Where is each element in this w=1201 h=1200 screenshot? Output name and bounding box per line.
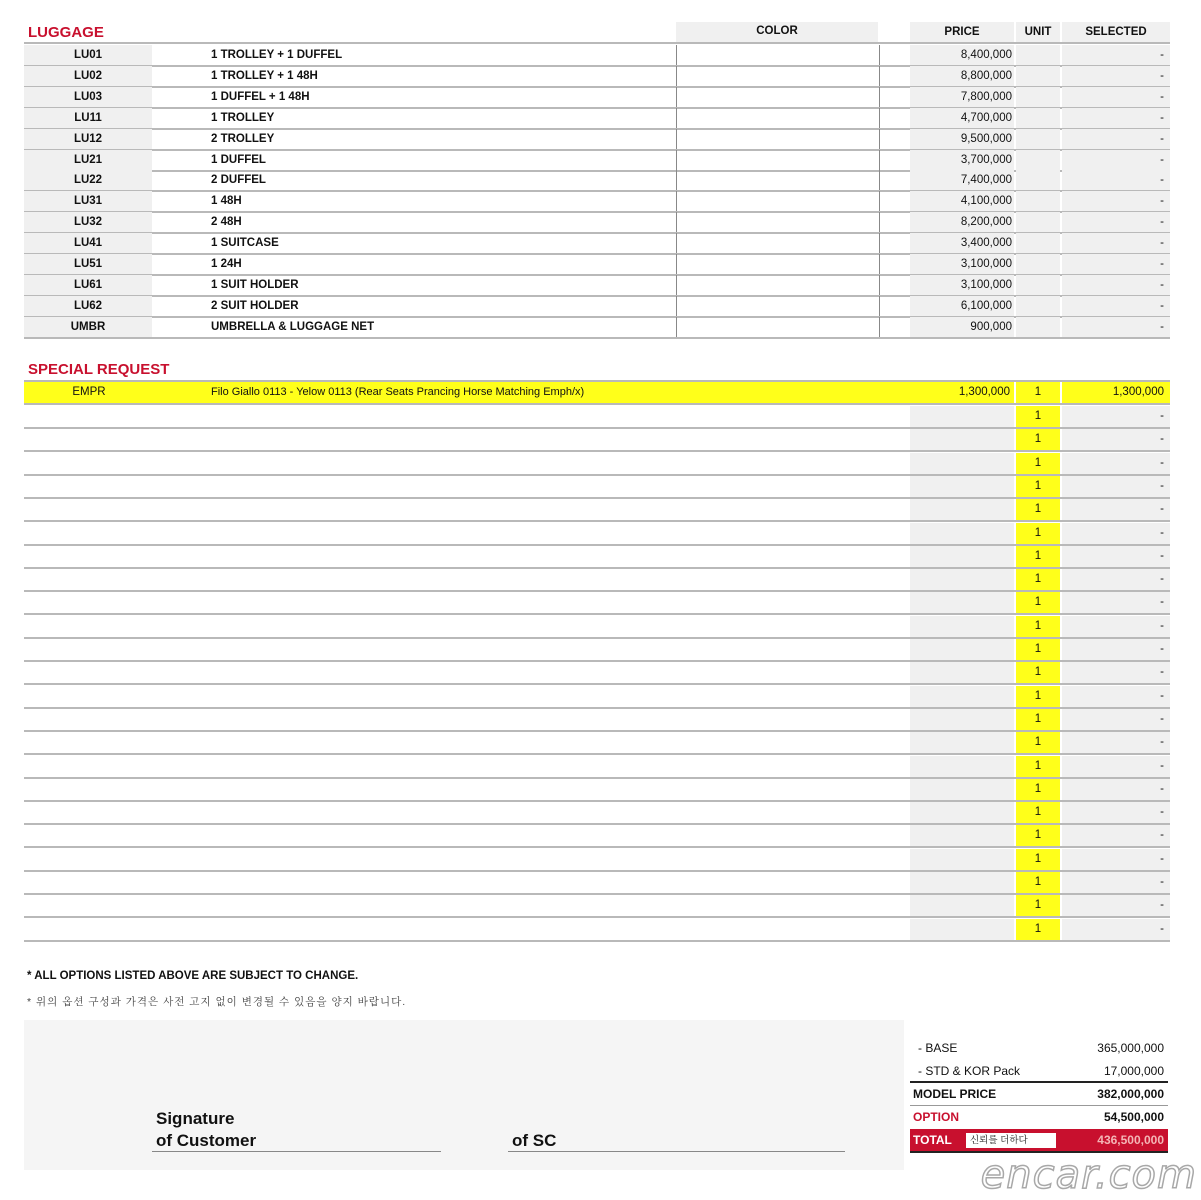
luggage-code: LU11	[24, 108, 152, 128]
summary-model-row	[910, 1083, 1166, 1105]
special-price-cell	[910, 686, 1014, 707]
special-unit: 1	[1016, 872, 1060, 893]
luggage-price: 3,400,000	[910, 233, 1014, 253]
special-price-cell	[910, 499, 1014, 520]
special-request-empty-row	[24, 686, 1170, 709]
luggage-unit-cell	[1016, 129, 1060, 149]
luggage-row	[24, 170, 1170, 192]
special-selected: -	[1062, 919, 1170, 940]
luggage-price: 7,800,000	[910, 87, 1014, 107]
special-code: EMPR	[72, 386, 106, 398]
luggage-selected: -	[1062, 150, 1170, 170]
special-desc: Filo Giallo 0113 - Yelow 0113 (Rear Seats Prancing Horse Matching Emph/x)	[211, 386, 585, 398]
luggage-color-cell	[676, 275, 880, 295]
special-unit: 1	[1016, 569, 1060, 590]
special-selected: -	[1062, 406, 1170, 427]
luggage-desc: 1 TROLLEY	[211, 111, 275, 124]
special-selected: -	[1062, 849, 1170, 870]
luggage-selected: -	[1062, 254, 1170, 274]
special-request-empty-row	[24, 616, 1170, 639]
special-selected: -	[1062, 546, 1170, 567]
luggage-code: LU22	[24, 170, 152, 190]
special-price-cell	[910, 476, 1014, 497]
special-unit: 1	[1016, 756, 1060, 777]
luggage-selected: -	[1062, 45, 1170, 65]
luggage-desc: 2 TROLLEY	[211, 132, 275, 145]
special-unit: 1	[1016, 895, 1060, 916]
luggage-row	[24, 150, 1170, 172]
summary-option-row	[910, 1106, 1166, 1128]
special-selected: -	[1062, 523, 1170, 544]
base-value: 365,000,000	[1097, 1041, 1164, 1055]
luggage-title: LUGGAGE	[28, 24, 104, 41]
luggage-code: LU12	[24, 129, 152, 149]
luggage-desc: 1 SUIT HOLDER	[211, 278, 299, 291]
luggage-desc: 1 DUFFEL + 1 48H	[211, 90, 310, 103]
luggage-selected: -	[1062, 212, 1170, 232]
special-unit: 1	[1016, 802, 1060, 823]
luggage-selected: -	[1062, 87, 1170, 107]
special-request-empty-row	[24, 453, 1170, 476]
luggage-title-underline	[24, 42, 676, 44]
special-selected: -	[1062, 732, 1170, 753]
special-request-empty-row	[24, 662, 1170, 685]
special-selected: -	[1062, 662, 1170, 683]
summary-base-row	[910, 1037, 1166, 1059]
special-request-empty-row	[24, 476, 1170, 499]
luggage-desc: 1 24H	[211, 258, 242, 270]
luggage-row	[24, 317, 1170, 339]
luggage-color-cell	[676, 129, 880, 149]
luggage-price: 8,200,000	[910, 212, 1014, 232]
luggage-code: LU31	[24, 191, 152, 211]
luggage-selected: -	[1062, 275, 1170, 295]
special-unit: 1	[1016, 476, 1060, 497]
luggage-price: 8,400,000	[910, 45, 1014, 65]
luggage-unit-cell	[1016, 150, 1060, 170]
luggage-unit-cell	[1016, 191, 1060, 211]
special-selected: -	[1062, 872, 1170, 893]
special-unit: 1	[1016, 499, 1060, 520]
special-price-cell	[910, 662, 1014, 683]
special-price-cell	[910, 919, 1014, 940]
special-price-cell	[910, 406, 1014, 427]
special-unit: 1	[1016, 639, 1060, 660]
std-label: - STD & KOR Pack	[918, 1064, 1021, 1078]
luggage-code: LU32	[24, 212, 152, 232]
base-label: - BASE	[918, 1041, 958, 1055]
special-price-cell	[910, 453, 1014, 474]
special-selected: -	[1062, 779, 1170, 800]
special-request-empty-row	[24, 523, 1170, 546]
luggage-row	[24, 129, 1170, 151]
special-price-cell	[910, 616, 1014, 637]
summary-total-row	[910, 1129, 1168, 1153]
color-header: COLOR	[756, 25, 798, 37]
luggage-price: 3,100,000	[910, 275, 1014, 295]
special-unit: 1	[1016, 779, 1060, 800]
special-request-empty-row	[24, 499, 1170, 522]
luggage-selected: -	[1062, 233, 1170, 253]
notice-english: * ALL OPTIONS LISTED ABOVE ARE SUBJECT TO CHANGE.	[27, 970, 359, 982]
special-request-empty-row	[24, 919, 1170, 942]
luggage-price: 6,100,000	[910, 296, 1014, 316]
special-price-cell	[910, 779, 1014, 800]
total-value: 436,500,000	[1097, 1133, 1164, 1147]
special-price-cell	[910, 546, 1014, 567]
luggage-row	[24, 296, 1170, 318]
special-request-row	[24, 382, 1170, 405]
special-unit: 1	[1016, 686, 1060, 707]
luggage-unit-cell	[1016, 87, 1060, 107]
luggage-row	[24, 66, 1170, 88]
luggage-color-cell	[676, 212, 880, 232]
special-selected: 1,300,000	[1112, 386, 1164, 398]
luggage-code: LU03	[24, 87, 152, 107]
special-unit: 1	[1016, 849, 1060, 870]
luggage-code: LU02	[24, 66, 152, 86]
special-unit: 1	[1016, 616, 1060, 637]
special-selected: -	[1062, 476, 1170, 497]
option-label: OPTION	[913, 1110, 960, 1124]
special-unit: 1	[1016, 919, 1060, 940]
special-request-empty-row	[24, 872, 1170, 895]
special-price-cell	[910, 709, 1014, 730]
luggage-unit-cell	[1016, 66, 1060, 86]
special-request-empty-row	[24, 709, 1170, 732]
special-selected: -	[1062, 569, 1170, 590]
luggage-selected: -	[1062, 191, 1170, 211]
sc-signature-line	[508, 1151, 845, 1152]
luggage-selected: -	[1062, 108, 1170, 128]
special-selected: -	[1062, 825, 1170, 846]
luggage-row	[24, 254, 1170, 276]
luggage-color-cell	[676, 170, 880, 190]
special-unit: 1	[1016, 732, 1060, 753]
luggage-desc: 1 DUFFEL	[211, 153, 266, 166]
special-price-cell	[910, 825, 1014, 846]
special-request-empty-row	[24, 779, 1170, 802]
luggage-code: UMBR	[24, 317, 152, 337]
luggage-desc: 1 TROLLEY + 1 48H	[211, 69, 318, 82]
option-value: 54,500,000	[1103, 1110, 1164, 1124]
special-selected: -	[1062, 686, 1170, 707]
special-selected: -	[1062, 802, 1170, 823]
special-request-empty-row	[24, 732, 1170, 755]
special-price-cell	[910, 429, 1014, 450]
luggage-unit-cell	[1016, 170, 1060, 190]
special-request-empty-row	[24, 406, 1170, 429]
luggage-price: 4,100,000	[910, 191, 1014, 211]
special-unit: 1	[1016, 546, 1060, 567]
special-request-empty-row	[24, 802, 1170, 825]
luggage-desc: 1 TROLLEY + 1 DUFFEL	[211, 49, 343, 61]
luggage-unit-cell	[1016, 45, 1060, 65]
special-price-cell	[910, 639, 1014, 660]
special-request-empty-row	[24, 546, 1170, 569]
notice-korean: * 위의 옵션 구성과 가격은 사전 고지 없이 변경될 수 있음을 양지 바랍니다.	[27, 996, 407, 1008]
signature-sc-label: of SC	[512, 1131, 557, 1150]
luggage-price: 3,100,000	[910, 254, 1014, 274]
special-request-empty-row	[24, 895, 1170, 918]
luggage-code: LU61	[24, 275, 152, 295]
special-unit: 1	[1016, 592, 1060, 613]
special-request-empty-row	[24, 592, 1170, 615]
encar-watermark: encar.com	[980, 1152, 1197, 1198]
luggage-selected: -	[1062, 66, 1170, 86]
total-badge: 신뢰를 더하다	[966, 1133, 1056, 1148]
luggage-desc: 2 SUIT HOLDER	[211, 299, 299, 312]
luggage-desc: 2 DUFFEL	[211, 174, 266, 187]
luggage-price: 8,800,000	[910, 66, 1014, 86]
special-selected: -	[1062, 756, 1170, 777]
unit-header: UNIT	[1024, 26, 1052, 38]
special-unit: 1	[1016, 662, 1060, 683]
special-unit: 1	[1016, 825, 1060, 846]
luggage-color-cell	[676, 254, 880, 274]
luggage-unit-cell	[1016, 296, 1060, 316]
luggage-price: 3,700,000	[910, 150, 1014, 170]
luggage-price: 4,700,000	[910, 108, 1014, 128]
luggage-color-cell	[676, 66, 880, 86]
luggage-color-cell	[676, 191, 880, 211]
luggage-row	[24, 87, 1170, 109]
special-unit: 1	[1016, 429, 1060, 450]
special-request-empty-row	[24, 639, 1170, 662]
luggage-selected: -	[1062, 317, 1170, 337]
special-price-cell	[910, 895, 1014, 916]
luggage-color-cell	[676, 108, 880, 128]
special-price: 1,300,000	[958, 386, 1010, 398]
special-unit: 1	[1016, 453, 1060, 474]
special-unit: 1	[1034, 386, 1042, 398]
total-label: TOTAL	[913, 1133, 952, 1147]
luggage-row	[24, 108, 1170, 130]
luggage-selected: -	[1062, 129, 1170, 149]
luggage-code: LU51	[24, 254, 152, 274]
special-selected: -	[1062, 499, 1170, 520]
luggage-unit-cell	[1016, 275, 1060, 295]
luggage-color-cell	[676, 45, 880, 65]
special-selected: -	[1062, 639, 1170, 660]
luggage-unit-cell	[1016, 317, 1060, 337]
special-selected: -	[1062, 453, 1170, 474]
special-request-empty-row	[24, 429, 1170, 452]
luggage-code: LU01	[24, 45, 152, 65]
special-selected: -	[1062, 709, 1170, 730]
luggage-row	[24, 191, 1170, 213]
luggage-desc: UMBRELLA & LUGGAGE NET	[211, 320, 375, 333]
price-header: PRICE	[944, 26, 980, 38]
special-price-cell	[910, 569, 1014, 590]
special-price-cell	[910, 732, 1014, 753]
luggage-code: LU21	[24, 150, 152, 170]
special-selected: -	[1062, 429, 1170, 450]
luggage-selected: -	[1062, 296, 1170, 316]
special-request-empty-row	[24, 756, 1170, 779]
luggage-desc: 2 48H	[211, 216, 242, 229]
special-unit: 1	[1016, 523, 1060, 544]
model-value: 382,000,000	[1097, 1087, 1164, 1101]
special-request-empty-row	[24, 825, 1170, 848]
model-label: MODEL PRICE	[913, 1087, 997, 1101]
special-unit: 1	[1016, 709, 1060, 730]
special-request-empty-row	[24, 849, 1170, 872]
signature-customer-label: Signature of Customer	[156, 1109, 257, 1150]
special-selected: -	[1062, 895, 1170, 916]
luggage-price: 9,500,000	[910, 129, 1014, 149]
std-value: 17,000,000	[1103, 1064, 1164, 1078]
luggage-row	[24, 275, 1170, 297]
special-selected: -	[1062, 616, 1170, 637]
luggage-desc: 1 48H	[211, 195, 242, 208]
special-request-empty-row	[24, 569, 1170, 592]
summary-std-row	[910, 1060, 1166, 1082]
luggage-row	[24, 45, 1170, 67]
special-price-cell	[910, 802, 1014, 823]
selected-header: SELECTED	[1085, 26, 1147, 38]
luggage-code: LU62	[24, 296, 152, 316]
luggage-color-cell	[676, 150, 880, 170]
special-price-cell	[910, 756, 1014, 777]
special-price-cell	[910, 523, 1014, 544]
luggage-color-cell	[676, 87, 880, 107]
special-unit: 1	[1016, 406, 1060, 427]
special-price-cell	[910, 849, 1014, 870]
special-request-title: SPECIAL REQUEST	[28, 361, 170, 378]
luggage-price: 900,000	[910, 317, 1014, 337]
luggage-code: LU41	[24, 233, 152, 253]
luggage-color-cell	[676, 233, 880, 253]
luggage-color-cell	[676, 317, 880, 337]
special-selected: -	[1062, 592, 1170, 613]
customer-signature-line	[152, 1151, 441, 1152]
special-price-cell	[910, 592, 1014, 613]
luggage-selected: -	[1062, 170, 1170, 190]
luggage-row	[24, 212, 1170, 234]
luggage-unit-cell	[1016, 108, 1060, 128]
luggage-unit-cell	[1016, 212, 1060, 232]
luggage-desc: 1 SUITCASE	[211, 237, 279, 250]
luggage-price: 7,400,000	[910, 170, 1014, 190]
header-underline	[676, 42, 1170, 44]
luggage-unit-cell	[1016, 254, 1060, 274]
luggage-color-cell	[676, 296, 880, 316]
luggage-row	[24, 233, 1170, 255]
luggage-unit-cell	[1016, 233, 1060, 253]
special-price-cell	[910, 872, 1014, 893]
